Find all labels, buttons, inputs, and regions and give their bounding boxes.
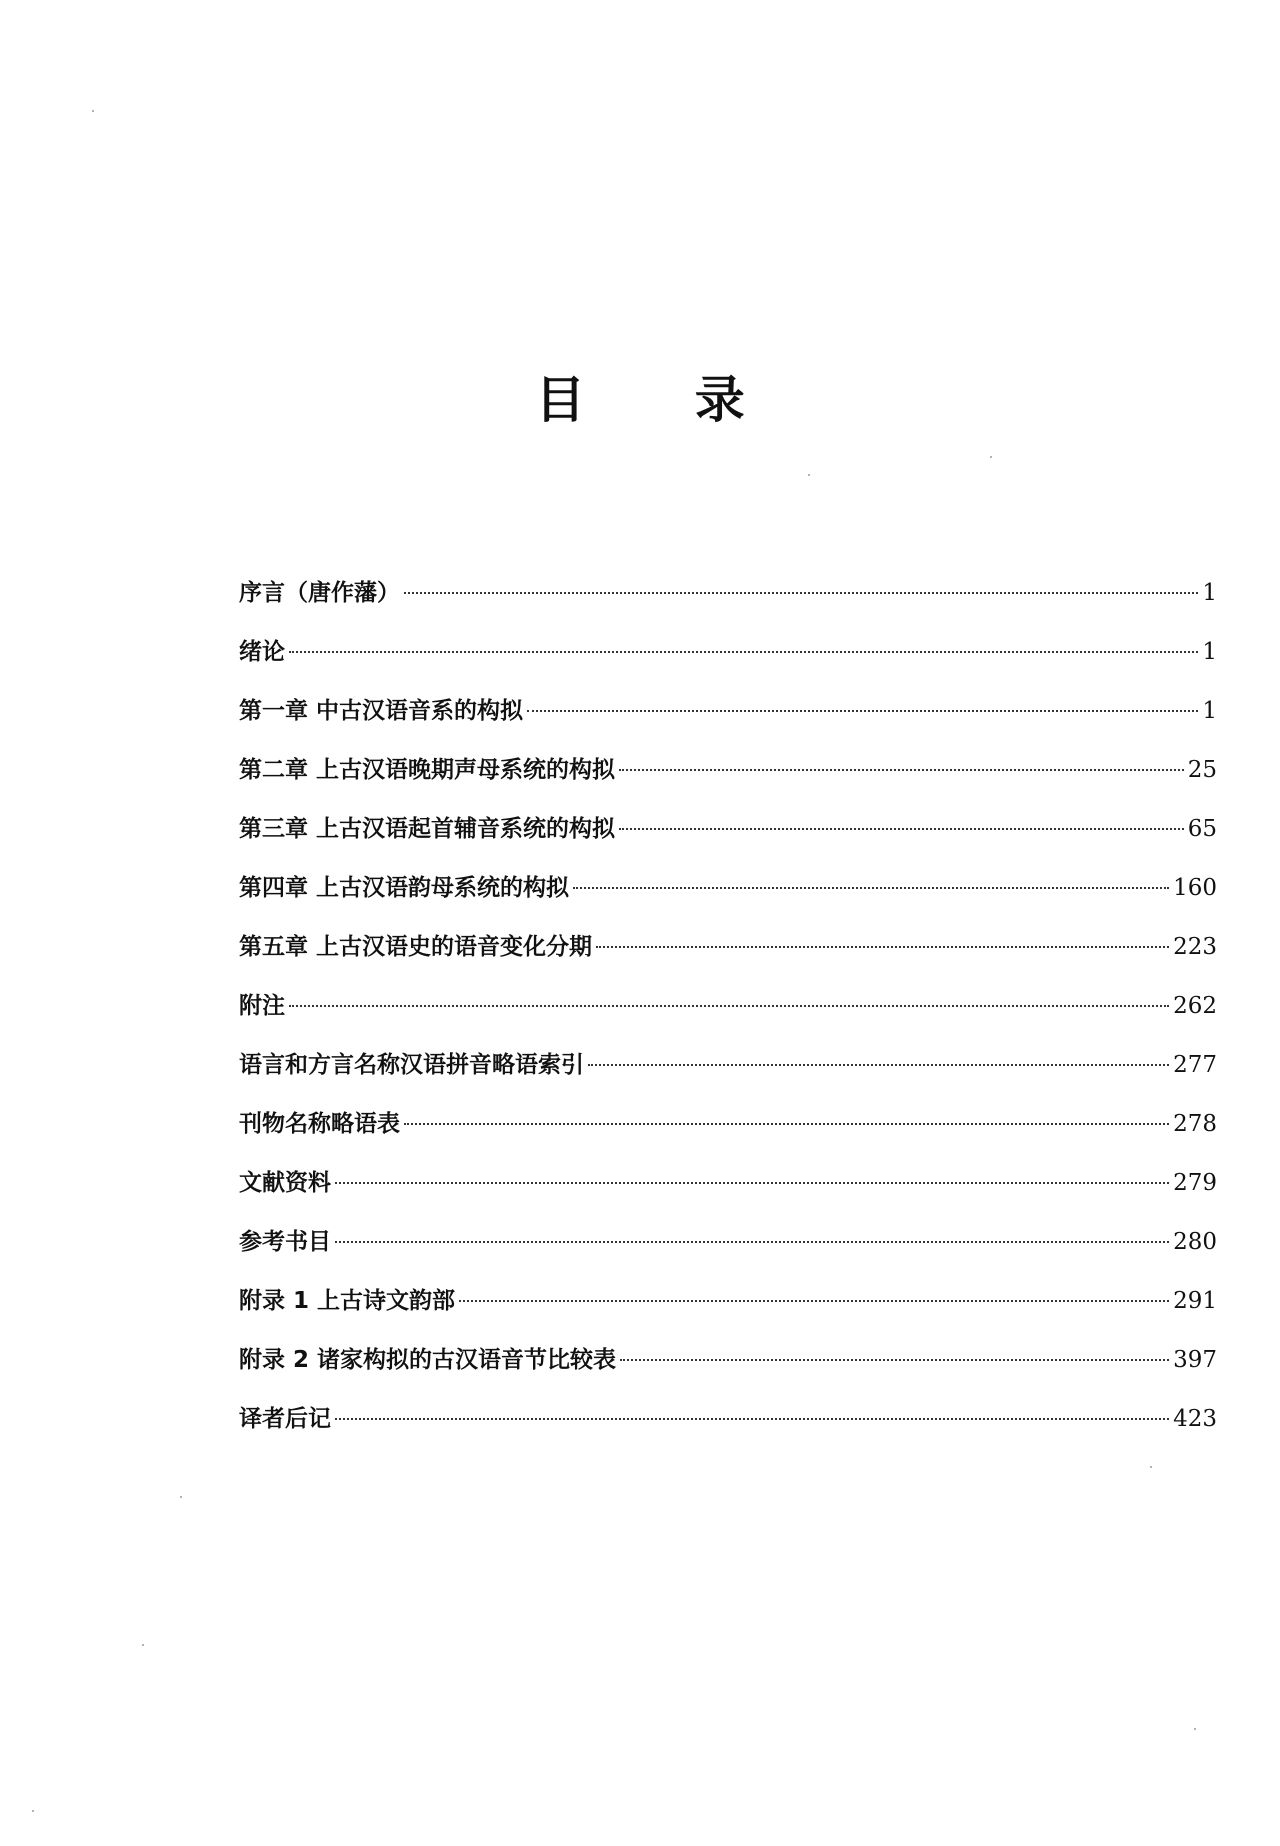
toc-entry-title: 第五章 上古汉语史的语音变化分期	[239, 934, 593, 960]
dot-leader	[620, 1359, 1169, 1361]
table-of-contents	[239, 574, 1217, 1459]
dot-leader	[527, 710, 1198, 712]
dot-leader	[404, 1123, 1169, 1125]
toc-entry-title: 附注	[239, 993, 285, 1019]
dot-leader	[289, 651, 1198, 653]
toc-entry-page: 65	[1187, 816, 1217, 842]
scan-speck	[92, 110, 94, 112]
toc-entry	[239, 751, 1217, 810]
toc-entry	[239, 574, 1217, 633]
scan-speck	[142, 1644, 144, 1646]
toc-entry-page: 223	[1173, 934, 1217, 960]
dot-leader	[335, 1418, 1169, 1420]
dot-leader	[459, 1300, 1169, 1302]
toc-entry	[239, 1105, 1217, 1164]
scan-speck	[808, 474, 810, 476]
toc-entry-page: 1	[1202, 639, 1217, 665]
toc-entry	[239, 1046, 1217, 1105]
toc-entry	[239, 1164, 1217, 1223]
toc-entry-page: 280	[1173, 1229, 1217, 1255]
toc-entry	[239, 987, 1217, 1046]
toc-entry-title: 附录 2 诸家构拟的古汉语音节比较表	[239, 1347, 617, 1373]
toc-entry-title: 序言（唐作藩）	[239, 580, 400, 606]
toc-entry	[239, 928, 1217, 987]
toc-entry-page: 262	[1173, 993, 1217, 1019]
toc-entry-page: 25	[1187, 757, 1217, 783]
dot-leader	[573, 887, 1169, 889]
toc-entry	[239, 869, 1217, 928]
scan-speck	[1150, 1466, 1152, 1468]
page-title: 目 录	[535, 370, 791, 429]
toc-entry	[239, 692, 1217, 751]
dot-leader	[619, 769, 1184, 771]
scan-speck	[990, 456, 992, 458]
toc-entry-title: 参考书目	[239, 1229, 331, 1255]
toc-entry	[239, 1223, 1217, 1282]
toc-entry-page: 277	[1173, 1052, 1217, 1078]
scan-speck	[180, 1496, 182, 1498]
toc-entry-title: 刊物名称略语表	[239, 1111, 400, 1137]
toc-entry-title: 第三章 上古汉语起首辅音系统的构拟	[239, 816, 616, 842]
dot-leader	[596, 946, 1169, 948]
dot-leader	[335, 1182, 1169, 1184]
dot-leader	[335, 1241, 1169, 1243]
toc-entry	[239, 633, 1217, 692]
toc-entry-page: 278	[1173, 1111, 1217, 1137]
toc-entry-title: 译者后记	[239, 1406, 331, 1432]
toc-entry-title: 绪论	[239, 639, 285, 665]
scan-speck	[1194, 1728, 1196, 1730]
toc-entry-page: 1	[1202, 580, 1217, 606]
toc-entry-title: 第二章 上古汉语晚期声母系统的构拟	[239, 757, 616, 783]
toc-entry	[239, 810, 1217, 869]
dot-leader	[289, 1005, 1169, 1007]
scan-speck	[32, 1810, 34, 1812]
toc-entry	[239, 1400, 1217, 1459]
toc-entry	[239, 1282, 1217, 1341]
toc-entry-title: 附录 1 上古诗文韵部	[239, 1288, 456, 1314]
toc-entry-page: 397	[1173, 1347, 1217, 1373]
toc-entry-page: 1	[1202, 698, 1217, 724]
toc-entry-title: 文献资料	[239, 1170, 331, 1196]
toc-entry-page: 279	[1173, 1170, 1217, 1196]
toc-entry-page: 423	[1173, 1406, 1217, 1432]
dot-leader	[619, 828, 1184, 830]
toc-entry-title: 语言和方言名称汉语拼音略语索引	[239, 1052, 584, 1078]
dot-leader	[404, 592, 1198, 594]
toc-entry	[239, 1341, 1217, 1400]
toc-entry-title: 第四章 上古汉语韵母系统的构拟	[239, 875, 570, 901]
toc-entry-title: 第一章 中古汉语音系的构拟	[239, 698, 524, 724]
dot-leader	[588, 1064, 1169, 1066]
toc-entry-page: 291	[1173, 1288, 1217, 1314]
toc-entry-page: 160	[1173, 875, 1217, 901]
